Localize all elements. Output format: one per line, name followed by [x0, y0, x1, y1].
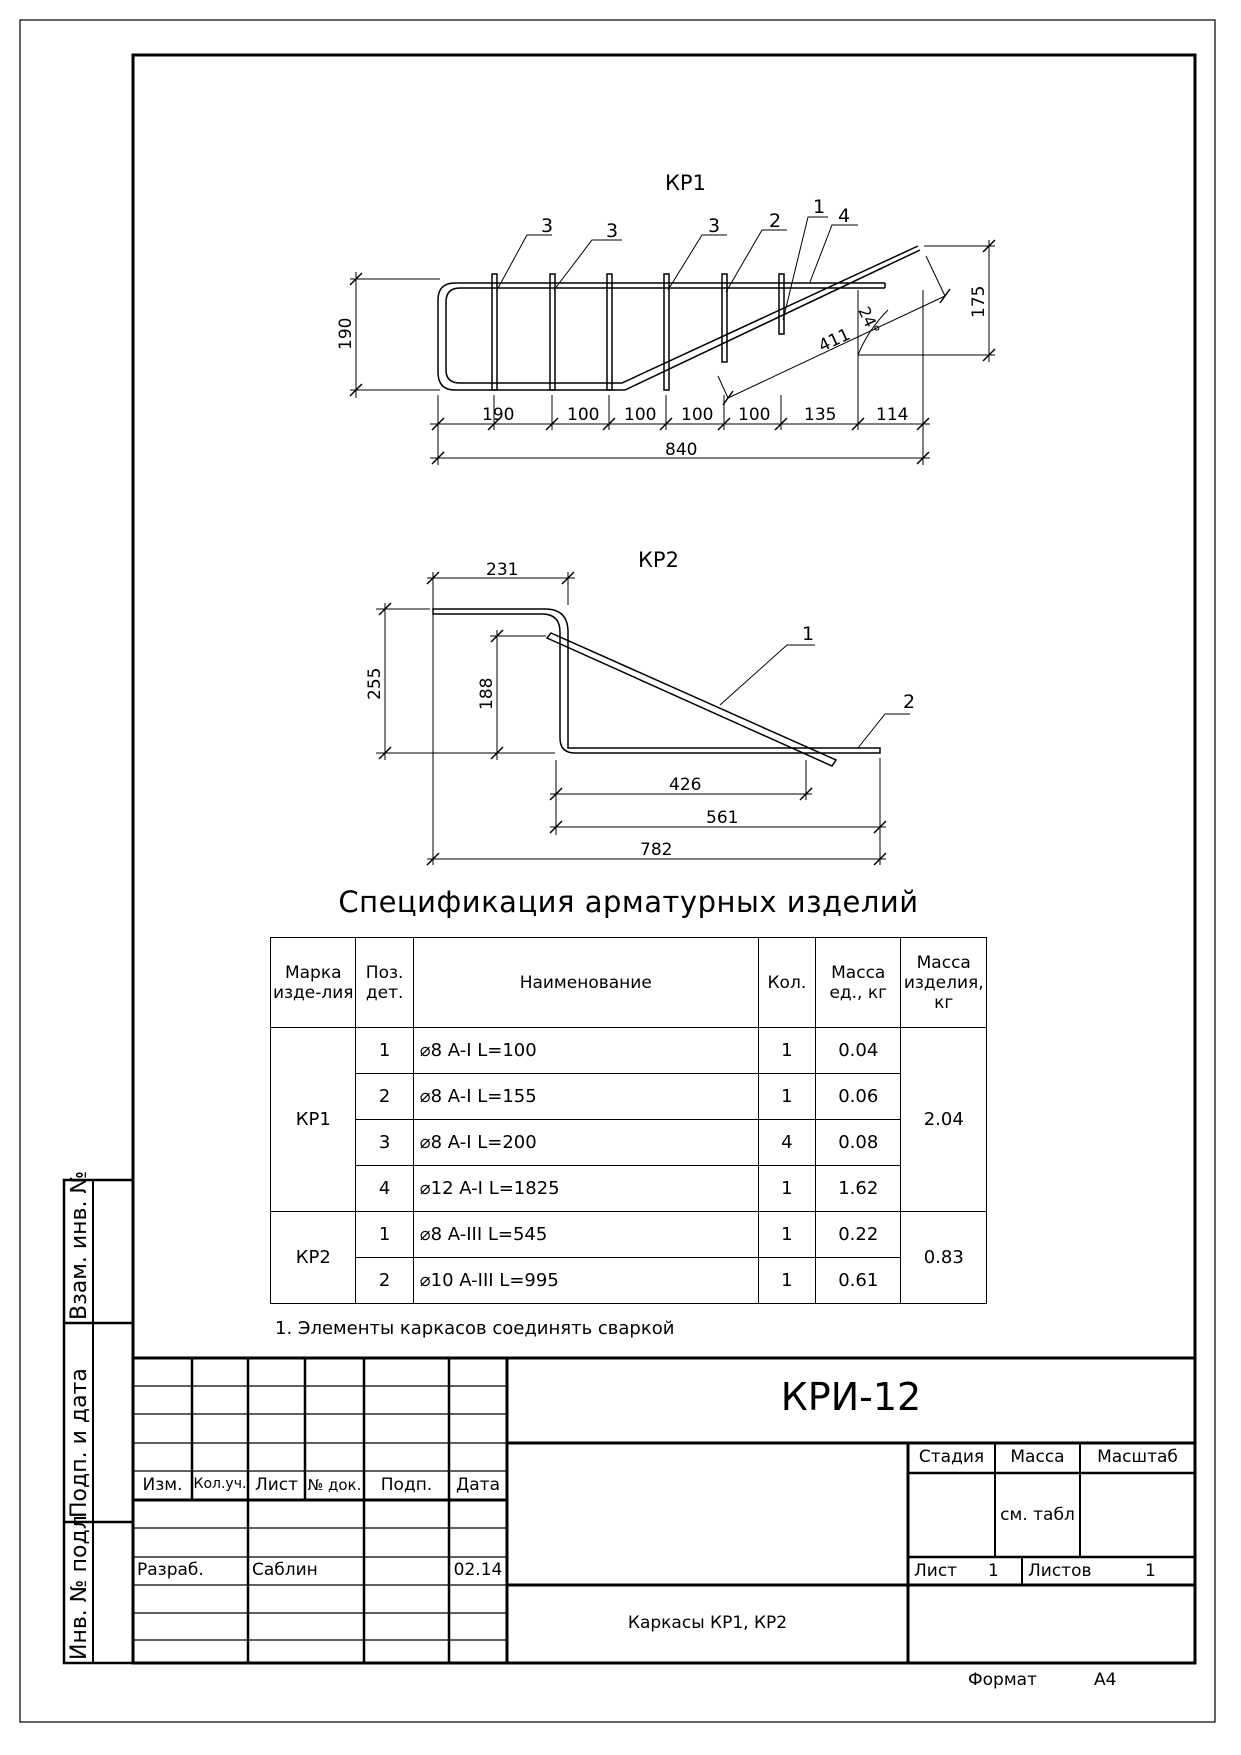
kp1-leader: 2	[769, 210, 782, 232]
razrab-date: 02.14	[453, 1560, 503, 1580]
spec-name: ⌀10 A-III L=995	[413, 1258, 758, 1304]
table-row	[271, 1258, 987, 1304]
kp1-dim-total: 840	[665, 440, 698, 460]
kp1-leader: 3	[708, 215, 721, 237]
table-row	[271, 1120, 987, 1166]
spec-qty: 1	[758, 1028, 815, 1074]
spec-name: ⌀8 A-I L=155	[413, 1074, 758, 1120]
spec-mass: 0.61	[816, 1258, 901, 1304]
kp1-dim-175: 175	[969, 285, 989, 318]
spec-header-mass: Масса ед., кг	[816, 938, 901, 1028]
kp1-dim-angle: 24°	[854, 303, 884, 338]
mass-value: см. табл	[1000, 1505, 1075, 1525]
side-stamp-inv: Инв. № подл	[67, 1515, 92, 1660]
spec-qty: 4	[758, 1120, 815, 1166]
kp2-leader: 2	[903, 691, 916, 713]
kp1-dim: 135	[804, 405, 837, 425]
spec-header-total: Масса изделия, кг	[901, 938, 987, 1028]
kp2-leader: 1	[802, 623, 815, 645]
kp2-dim-561: 561	[706, 808, 739, 828]
hdr-list: Лист	[254, 1475, 299, 1495]
spec-pos: 1	[356, 1212, 413, 1258]
spec-name: ⌀8 A-I L=100	[413, 1028, 758, 1074]
side-stamp-vzam: Взам. инв. №	[67, 1170, 92, 1320]
spec-qty: 1	[758, 1074, 815, 1120]
kp2-dim-426: 426	[669, 775, 702, 795]
spec-pos: 2	[356, 1074, 413, 1120]
spec-header-name: Наименование	[413, 938, 758, 1028]
spec-pos: 3	[356, 1120, 413, 1166]
drawing-code: КРИ-12	[780, 1375, 922, 1419]
razrab-label: Разраб.	[137, 1560, 204, 1580]
kp1-leader: 1	[813, 196, 826, 218]
sheets-label: Листов	[1028, 1561, 1092, 1581]
hdr-ndok: № док.	[307, 1476, 362, 1494]
hdr-izm: Изм.	[142, 1475, 183, 1495]
spec-pos: 1	[356, 1028, 413, 1074]
spec-total: 0.83	[901, 1212, 987, 1304]
spec-mass: 1.62	[816, 1166, 901, 1212]
kp2-dim-782: 782	[640, 840, 673, 860]
side-stamp-podp: Подп. и дата	[67, 1368, 92, 1518]
kp2-drawing	[376, 572, 910, 865]
spec-mark: КР2	[271, 1212, 356, 1304]
kp1-dim: 100	[567, 405, 600, 425]
format-value: А4	[1094, 1670, 1117, 1690]
scale-label: Масштаб	[1097, 1447, 1178, 1467]
kp2-dim-255: 255	[365, 667, 385, 700]
kp2-dim-231: 231	[486, 560, 519, 580]
kp1-leader: 3	[606, 220, 619, 242]
hdr-podp: Подп.	[380, 1475, 433, 1495]
spec-mass: 0.22	[816, 1212, 901, 1258]
spec-name: ⌀8 A-I L=200	[413, 1120, 758, 1166]
spec-qty: 1	[758, 1212, 815, 1258]
spec-header-row	[271, 938, 987, 1028]
spec-title: Спецификация арматурных изделий	[338, 885, 919, 919]
sheets-value: 1	[1145, 1561, 1156, 1581]
kp1-title: КР1	[665, 171, 706, 195]
spec-qty: 1	[758, 1166, 815, 1212]
kp1-dim-height: 190	[336, 317, 356, 350]
spec-name: ⌀12 A-I L=1825	[413, 1166, 758, 1212]
kp1-dim: 100	[624, 405, 657, 425]
kp1-dim: 100	[738, 405, 771, 425]
spec-mass: 0.08	[816, 1120, 901, 1166]
spec-qty: 1	[758, 1258, 815, 1304]
spec-pos: 2	[356, 1258, 413, 1304]
format-label: Формат	[968, 1670, 1037, 1690]
stage-label: Стадия	[918, 1447, 985, 1467]
razrab-name: Саблин	[252, 1560, 318, 1580]
spec-mass: 0.04	[816, 1028, 901, 1074]
spec-mark: КР1	[271, 1028, 356, 1212]
drawing-name: Каркасы КР1, КР2	[627, 1613, 788, 1633]
sheet-value: 1	[988, 1561, 999, 1581]
spec-total: 2.04	[901, 1028, 987, 1212]
kp1-drawing	[350, 217, 995, 465]
table-row	[271, 1028, 987, 1074]
mass-label: Масса	[1010, 1447, 1065, 1467]
kp1-dim: 114	[876, 405, 909, 425]
table-row	[271, 1212, 987, 1258]
kp1-dim: 190	[482, 405, 515, 425]
table-row	[271, 1166, 987, 1212]
spec-header-pos: Поз. дет.	[356, 938, 413, 1028]
table-row	[271, 1074, 987, 1120]
spec-pos: 4	[356, 1166, 413, 1212]
kp1-dim: 100	[681, 405, 714, 425]
kp1-leader: 3	[541, 215, 554, 237]
spec-header-qty: Кол.	[758, 938, 815, 1028]
spec-header-mark: Марка изде-лия	[271, 938, 356, 1028]
spec-table	[270, 937, 987, 1304]
kp2-title: КР2	[638, 548, 679, 572]
kp2-dim-188: 188	[477, 677, 497, 710]
spec-mass: 0.06	[816, 1074, 901, 1120]
note-text: 1. Элементы каркасов соединять сваркой	[275, 1318, 675, 1339]
spec-name: ⌀8 A-III L=545	[413, 1212, 758, 1258]
hdr-data: Дата	[455, 1475, 501, 1495]
hdr-kolu: Кол.уч.	[193, 1476, 247, 1492]
sheet-label: Лист	[914, 1561, 958, 1581]
kp1-dim-411: 411	[815, 324, 854, 357]
kp1-leader: 4	[838, 205, 851, 227]
